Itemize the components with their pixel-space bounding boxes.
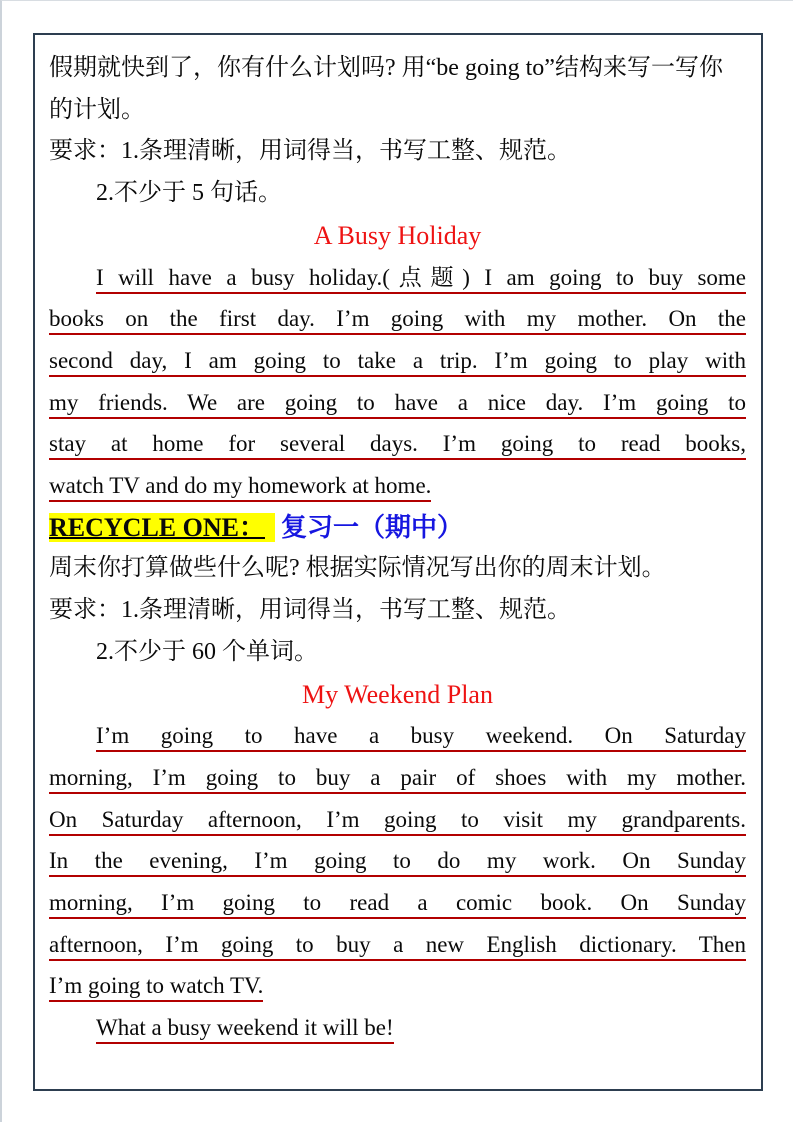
essay-line	[49, 715, 746, 757]
underlined-sentence: I’m going to have a busy weekend. On Saturday	[96, 723, 746, 752]
essay-line	[49, 340, 746, 382]
essay-line	[49, 257, 746, 299]
essay-line	[49, 924, 746, 966]
underlined-sentence: afternoon, I’m going to buy a new English dictionary. Then	[49, 932, 746, 961]
underlined-sentence: morning, I’m going to read a comic book. On Sunday	[49, 890, 746, 919]
section1-prompt: 假期就快到了，你有什么计划吗? 用“be going to”结构来写一写你的计划。	[49, 55, 723, 123]
essay2-closing-line	[49, 1007, 746, 1049]
essay-line	[49, 799, 746, 841]
underlined-sentence: On Saturday afternoon, I’m going to visit my grandparents.	[49, 807, 746, 836]
essay-line	[49, 840, 746, 882]
essay-line	[49, 465, 746, 507]
section2-requirement-1: 要求：1.条理清晰，用词得当，书写工整、规范。	[49, 597, 571, 624]
underlined-sentence: stay at home for several days. I’m going to read books,	[49, 431, 746, 460]
underlined-sentence: I will have a busy holiday.(点题) I am going to buy some	[96, 265, 746, 294]
essay1-title: A Busy Holiday	[313, 220, 482, 250]
underlined-sentence: my friends. We are going to have a nice day. I’m going to	[49, 390, 746, 419]
section1-requirement-2: 2.不少于 5 句话。	[96, 180, 282, 207]
essay1-body	[49, 257, 746, 507]
closing-underlined-text: What a busy weekend it will be!	[96, 1015, 394, 1044]
recycle-one-heading	[49, 507, 746, 549]
recycle-one-chinese-title: 复习一（期中）	[280, 512, 463, 542]
recycle-one-highlight-label: RECYCLE ONE：	[49, 513, 275, 542]
underlined-sentence: I’m going to watch TV.	[49, 973, 263, 1002]
underlined-sentence: second day, I am going to take a trip. I’m going to play with	[49, 348, 746, 377]
section2-prompt: 周末你打算做些什么呢? 根据实际情况写出你的周末计划。	[49, 555, 666, 582]
essay-line	[49, 382, 746, 424]
essay-line	[49, 965, 746, 1007]
essay-line	[49, 423, 746, 465]
underlined-sentence: In the evening, I’m going to do my work. On Sunday	[49, 848, 746, 877]
essay-line	[49, 882, 746, 924]
essay2-body	[49, 715, 746, 1007]
underlined-sentence: books on the first day. I’m going with my mother. On the	[49, 306, 746, 335]
essay-line	[49, 298, 746, 340]
section1-requirement-1: 要求：1.条理清晰，用词得当，书写工整、规范。	[49, 138, 571, 165]
underlined-sentence: morning, I’m going to buy a pair of shoes with my mother.	[49, 765, 746, 794]
underlined-sentence: watch TV and do my homework at home.	[49, 473, 431, 502]
essay2-title: My Weekend Plan	[302, 679, 493, 709]
section2-requirement-2: 2.不少于 60 个单词。	[96, 638, 318, 665]
worksheet-border-box	[33, 33, 763, 1091]
essay-line	[49, 757, 746, 799]
